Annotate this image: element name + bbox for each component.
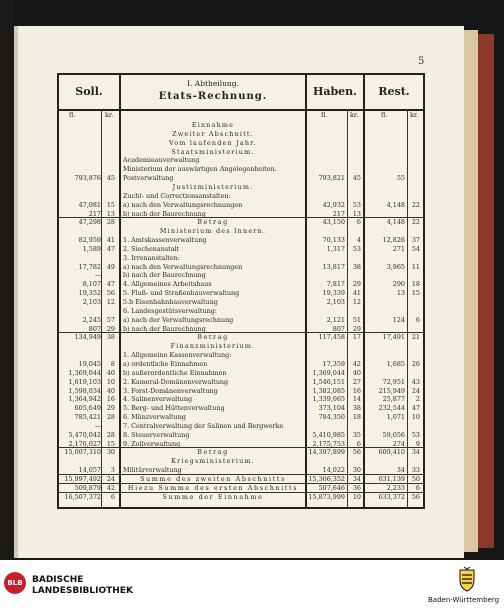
cell-soll-fl: 807 [88, 324, 101, 333]
row-label: a) nach den Verwaltungsrechnungen [123, 262, 243, 271]
cell-haben-fl: 217 [332, 209, 345, 218]
row-label: Postverwaltung [123, 174, 174, 183]
cell-rest-fl: 55 [396, 174, 405, 183]
cell-soll-kr: 49 [106, 262, 115, 271]
cell-haben-kr: 16 [352, 386, 361, 395]
cell-rest-kr: 34 [411, 448, 420, 457]
cell-rest-kr: 6 [415, 315, 420, 324]
row-label: 6. Landesgestütsverwaltung: [123, 306, 217, 315]
cell-haben-fl: 19,339 [322, 289, 345, 298]
cell-rest-kr: 53 [411, 430, 420, 439]
cell-soll-kr: 38 [106, 333, 115, 342]
cell-rest-kr: 18 [411, 280, 420, 289]
cell-haben-kr: 40 [352, 368, 361, 377]
cell-haben-kr: 30 [352, 466, 361, 475]
cell-haben-kr: 38 [352, 262, 361, 271]
cell-haben-fl: 42,932 [322, 200, 345, 209]
library-name-line1: BADISCHE [32, 575, 84, 585]
cell-soll-kr: 56 [106, 289, 115, 298]
cell-haben-fl: 70,133 [322, 236, 345, 245]
cell-soll-fl: 785,421 [74, 413, 101, 422]
subhead-rest-kr: kr. [410, 111, 419, 119]
cell-soll-kr: 15 [106, 439, 115, 448]
row-rule [59, 332, 423, 333]
row-rule [59, 217, 423, 218]
cell-rest-fl: 4,148 [386, 200, 405, 209]
subhead-soll-kr: kr. [105, 111, 114, 119]
row-label: a) nach der Verwaltungsrechnung [123, 315, 234, 324]
subhead-rest-fl: fl. [381, 111, 388, 119]
subhead-haben-kr: kr. [350, 111, 359, 119]
cell-haben-fl: 15,873,999 [308, 492, 345, 501]
cell-soll-kr: 47 [106, 244, 115, 253]
cell-soll-kr: 29 [106, 404, 115, 413]
row-label: Zweiter Abschnitt. [172, 129, 254, 138]
cell-haben-fl: 1,369,044 [312, 368, 345, 377]
row-label: 8. Steuerverwaltung [123, 430, 190, 439]
cell-soll-kr: 30 [106, 448, 115, 457]
cell-soll-kr: 13 [106, 209, 115, 218]
subhead-haben-fl: fl. [321, 111, 328, 119]
row-label: Staatsministerium. [171, 147, 255, 156]
cell-rest-fl: 34 [396, 466, 405, 475]
cell-haben-fl: 1,546,151 [312, 377, 345, 386]
cell-soll-fl: 1,589 [82, 244, 101, 253]
row-label: 7. Centralverwaltung der Salinen und Bergwerke [123, 421, 284, 430]
cell-soll-kr: 57 [106, 315, 115, 324]
cell-soll-fl: 2,176,027 [68, 439, 101, 448]
cell-soll-fl: 1,364,942 [68, 395, 101, 404]
cell-soll-kr: 40 [106, 386, 115, 395]
cell-soll-kr: 47 [106, 280, 115, 289]
cell-soll-kr: 3 [110, 466, 115, 475]
row-label: 3. Irrenanstalten: [123, 253, 180, 262]
cell-soll-kr: 8 [110, 359, 115, 368]
row-label: b) nach der Baurechnung [123, 271, 206, 280]
page-gutter [14, 26, 18, 558]
cell-haben-kr: 17 [352, 333, 361, 342]
row-label: 2. Kameral-Domänenverwaltung [123, 377, 229, 386]
cell-haben-kr: 4 [356, 236, 361, 245]
row-label: Militärverwaltung [123, 466, 182, 475]
cell-rest-kr: 43 [411, 377, 420, 386]
cell-soll-kr: 24 [106, 475, 115, 483]
row-label: Betrag [197, 218, 229, 227]
cell-haben-fl: 5,410,985 [312, 430, 345, 439]
cell-rest-fl: 4,148 [386, 218, 405, 227]
row-label: 4. Salinenverwaltung [123, 395, 193, 404]
cell-rest-fl: 631,139 [378, 475, 405, 483]
cell-soll-kr: 28 [106, 430, 115, 439]
cell-soll-fl: 19,045 [78, 359, 101, 368]
book-edge-left [0, 0, 14, 560]
row-label: b) nach der Baurechnung [123, 209, 206, 218]
page-number: 5 [418, 56, 425, 67]
row-rule [59, 474, 423, 475]
cell-rest-fl: 215,949 [378, 386, 405, 395]
page-fore-edge [464, 30, 478, 552]
header-etats-rechnung: Etats-Rechnung. [158, 91, 268, 102]
cell-haben-fl: 793,821 [318, 174, 345, 183]
cell-soll-fl: 8,107 [82, 280, 101, 289]
row-label: Summe des zweiten Abschnitts [140, 475, 286, 483]
row-rule [59, 492, 423, 493]
cell-haben-fl: 14,397,899 [308, 448, 345, 457]
cell-soll-fl: 16,507,372 [64, 492, 101, 501]
partner-label: Baden-Württemberg [428, 596, 500, 604]
cell-soll-fl: 509,879 [74, 483, 101, 492]
cell-haben-fl: 1,339,065 [312, 395, 345, 404]
row-label: Vom laufenden Jahr. [169, 138, 257, 147]
rule-soll [119, 75, 121, 507]
cell-soll-kr: 29 [106, 324, 115, 333]
cell-rest-kr: 15 [411, 289, 420, 298]
cell-haben-kr: 51 [352, 315, 361, 324]
cell-haben-fl: 17,359 [322, 359, 345, 368]
row-label: Academieauverwaltung [123, 156, 200, 165]
cell-rest-kr: 21 [411, 333, 420, 342]
cell-soll-kr: 12 [106, 298, 115, 306]
cell-soll-kr: 28 [106, 218, 115, 227]
cell-haben-fl: 807 [332, 324, 345, 333]
row-label: 9. Zollverwaltung [123, 439, 181, 448]
cell-haben-kr: 36 [352, 483, 361, 492]
cell-rest-fl: 12,826 [382, 236, 405, 245]
cell-soll-fl: 1,369,044 [68, 368, 101, 377]
cell-rest-fl: 25,877 [382, 395, 405, 404]
cell-rest-kr: 26 [411, 359, 420, 368]
cell-soll-fl: 47,081 [78, 200, 101, 209]
cell-rest-fl: 633,372 [378, 492, 405, 501]
row-label: Betrag [197, 333, 229, 342]
header-haben: Haben. [312, 85, 358, 98]
row-label: Hiezu Summe des ersten Abschnitts [127, 483, 299, 492]
row-label: Einnahme [191, 121, 235, 129]
cell-soll-kr: 28 [106, 413, 115, 422]
row-label: 3. Forst-Domänenverwaltung [123, 386, 218, 395]
cell-soll-fl: 605,649 [74, 404, 101, 413]
cell-rest-kr: 56 [411, 492, 420, 501]
cell-haben-fl: 13,817 [322, 262, 345, 271]
cell-rest-kr: 24 [411, 386, 420, 395]
cell-haben-kr: 18 [352, 413, 361, 422]
cell-haben-fl: 784,350 [318, 413, 345, 422]
cell-soll-fl: 5,470,042 [68, 430, 101, 439]
library-name [32, 575, 133, 597]
row-label: 5. Berg- und Hüttenverwaltung [123, 404, 225, 413]
coat-of-arms-icon [457, 566, 477, 592]
cell-rest-fl: 274 [392, 439, 405, 448]
library-name-line2: LANDESBIBLIOTHEK [32, 586, 133, 596]
cell-rest-kr: 6 [415, 483, 420, 492]
cell-soll-fl: — [94, 271, 101, 280]
cell-haben-kr: 41 [352, 289, 361, 298]
cell-rest-fl: 609,410 [378, 448, 405, 457]
cell-soll-fl: 2,245 [82, 315, 101, 324]
cell-haben-kr: 53 [352, 200, 361, 209]
row-label: Ministerium der auswärtigen Angelegenheiten. [123, 165, 277, 174]
cell-rest-kr: 22 [411, 218, 420, 227]
cell-rest-fl: 59,056 [382, 430, 405, 439]
cell-rest-kr: 47 [411, 404, 420, 413]
cell-soll-fl: 134,949 [74, 333, 101, 342]
cell-haben-kr: 14 [352, 395, 361, 404]
row-label: Kriegsministerium. [171, 457, 255, 466]
ledger-table [57, 73, 425, 509]
cell-haben-fl: 2,103 [326, 298, 345, 306]
cell-rest-kr: 50 [411, 475, 420, 483]
cell-haben-fl: 2,175,753 [312, 439, 345, 448]
cell-soll-kr: 40 [106, 368, 115, 377]
row-label: Justizministerium. [172, 182, 254, 191]
cell-soll-fl: — [94, 421, 101, 430]
cell-soll-kr: 15 [106, 200, 115, 209]
cell-rest-fl: 3,965 [386, 262, 405, 271]
cell-rest-kr: 37 [411, 236, 420, 245]
row-label: Ministerium des Innern. [159, 227, 267, 236]
blb-logo: BLB [4, 572, 26, 594]
cell-haben-fl: 117,458 [318, 333, 345, 342]
row-label: Zucht- und Correctionsanstalten: [123, 191, 231, 200]
cell-haben-kr: 6 [356, 439, 361, 448]
cell-rest-fl: 232,544 [378, 404, 405, 413]
header-soll: Soll. [75, 85, 103, 98]
cell-haben-kr: 38 [352, 404, 361, 413]
cell-rest-fl: 1,685 [386, 359, 405, 368]
row-label: a) nach den Verwaltungsrechnungen [123, 200, 243, 209]
cell-soll-fl: 47,298 [78, 218, 101, 227]
cell-rest-fl: 1,071 [386, 413, 405, 422]
cell-rest-kr: 22 [411, 200, 420, 209]
cell-haben-fl: 2,121 [326, 315, 345, 324]
cell-soll-kr: 6 [110, 492, 115, 501]
cell-rest-kr: 33 [411, 466, 420, 475]
cell-soll-fl: 15,007,310 [64, 448, 101, 457]
cell-soll-kr: 16 [106, 395, 115, 404]
cell-haben-fl: 43,150 [322, 218, 345, 227]
table-header [59, 75, 423, 111]
cell-haben-fl: 1,382,085 [312, 386, 345, 395]
cell-soll-fl: 15,997,492 [64, 475, 101, 483]
cell-soll-kr: 45 [106, 174, 115, 183]
cell-rest-fl: 13 [396, 289, 405, 298]
cell-haben-fl: 1,317 [326, 244, 345, 253]
cell-rest-kr: 2 [415, 395, 420, 404]
row-label: a) ordentliche Einnahmen [123, 359, 208, 368]
row-label: 5.b Eisenbahnbauverwaltung [123, 298, 218, 306]
cell-soll-fl: 82,959 [78, 236, 101, 245]
cell-haben-kr: 53 [352, 244, 361, 253]
row-label: 6. Münzverwaltung [123, 413, 186, 422]
cell-rest-fl: 271 [392, 244, 405, 253]
cell-haben-kr: 42 [352, 359, 361, 368]
cell-rest-kr: 11 [411, 262, 420, 271]
row-rule [59, 447, 423, 448]
cell-soll-fl: 19,352 [78, 289, 101, 298]
cell-haben-fl: 7,817 [326, 280, 345, 289]
row-label: b) außerordentliche Einnahmen [123, 368, 227, 377]
header-abtheilung: I. Abtheilung. [187, 79, 239, 88]
row-label: Finanzministerium. [170, 342, 256, 351]
cell-haben-fl: 373,104 [318, 404, 345, 413]
cell-soll-fl: 1,619,103 [68, 377, 101, 386]
cell-haben-fl: 14,022 [322, 466, 345, 475]
cell-soll-kr: 42 [106, 483, 115, 492]
row-label: Betrag [197, 448, 229, 457]
row-label: b) nach der Baurechnung [123, 324, 206, 333]
cell-haben-kr: 13 [352, 209, 361, 218]
cell-soll-fl: 793,876 [74, 174, 101, 183]
book-cover-edge [478, 34, 494, 548]
row-label: 5. Fluß- und Straßenbauverwaltung [123, 289, 240, 298]
cell-soll-kr: 10 [106, 377, 115, 386]
row-label: 2. Siechenanstalt [123, 244, 180, 253]
cell-haben-fl: 507,646 [318, 483, 345, 492]
cell-rest-kr: 10 [411, 413, 420, 422]
cell-rest-kr: 9 [415, 439, 420, 448]
cell-haben-kr: 12 [352, 298, 361, 306]
row-label: 1. Allgemeine Kassenverwaltung: [123, 351, 232, 360]
cell-soll-fl: 1,598,034 [68, 386, 101, 395]
row-rule [59, 483, 423, 484]
cell-haben-fl: 15,366,352 [308, 475, 345, 483]
cell-haben-kr: 27 [352, 377, 361, 386]
cell-soll-fl: 217 [88, 209, 101, 218]
cell-rest-fl: 124 [392, 315, 405, 324]
cell-soll-fl: 17,782 [78, 262, 101, 271]
cell-rest-fl: 2,233 [386, 483, 405, 492]
subhead-soll-fl: fl. [69, 111, 76, 119]
cell-rest-fl: 290 [392, 280, 405, 289]
cell-soll-fl: 2,103 [82, 298, 101, 306]
row-label: 1. Amtskassenverwaltung [123, 236, 207, 245]
cell-rest-fl: 72,951 [382, 377, 405, 386]
cell-haben-kr: 45 [352, 174, 361, 183]
row-label: 4. Allgemeines Arbeitshaus [123, 280, 212, 289]
cell-rest-kr: 54 [411, 244, 420, 253]
cell-haben-kr: 29 [352, 324, 361, 333]
cell-haben-kr: 34 [352, 475, 361, 483]
cell-haben-kr: 29 [352, 280, 361, 289]
cell-haben-kr: 56 [352, 448, 361, 457]
cell-soll-kr: 41 [106, 236, 115, 245]
row-label: Summe der Einnahme [162, 492, 264, 501]
cell-rest-fl: 17,491 [382, 333, 405, 342]
cell-soll-fl: 14,057 [78, 466, 101, 475]
header-rest: Rest. [378, 85, 410, 98]
cell-haben-kr: 35 [352, 430, 361, 439]
cell-haben-kr: 6 [356, 218, 361, 227]
cell-haben-kr: 10 [352, 492, 361, 501]
